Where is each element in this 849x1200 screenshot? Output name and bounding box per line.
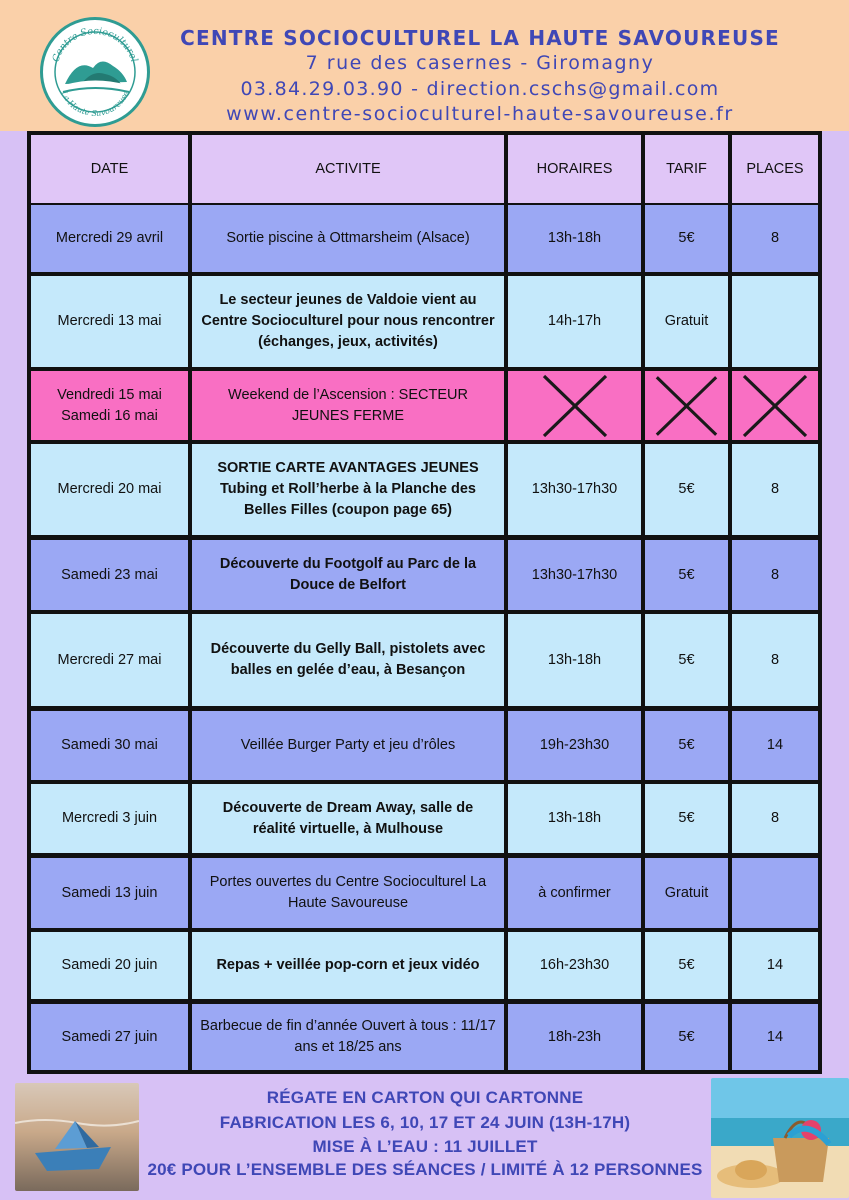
footer-launch-date: MISE À L’EAU : 11 JUILLET xyxy=(312,1137,538,1156)
table-cell-places: 14 xyxy=(732,932,818,999)
table-cell-places: 14 xyxy=(732,711,818,780)
column-header-date: DATE xyxy=(31,135,188,203)
table-cell-price: Gratuit xyxy=(645,858,728,928)
closed-cross-icon xyxy=(740,373,810,439)
organization-name: CENTRE SOCIOCULTUREL LA HAUTE SAVOUREUSE xyxy=(180,26,780,50)
organization-address: 7 rue des casernes - Giromagny xyxy=(305,52,655,74)
logo-bottom-text: La Haute Savoureuse xyxy=(59,89,131,119)
table-cell-places: 8 xyxy=(732,540,818,610)
organization-website-link[interactable]: www.centre-socioculturel-haute-savoureuse.fr xyxy=(226,103,734,125)
table-cell-price: 5€ xyxy=(645,205,728,272)
closed-cross-icon xyxy=(540,373,610,439)
table-cell-hours: 13h-18h xyxy=(508,614,641,706)
table-cell-activity: SORTIE CARTE AVANTAGES JEUNES Tubing et Roll’herbe à la Planche des Belles Filles (coupon page 65) xyxy=(192,444,504,535)
table-cell-hours xyxy=(508,371,641,440)
table-cell-date: Samedi 27 juin xyxy=(31,1004,188,1070)
footer-event-dates: FABRICATION LES 6, 10, 17 ET 24 JUIN (13H-17H) xyxy=(219,1113,631,1132)
column-header-hours: HORAIRES xyxy=(508,135,641,203)
table-cell-hours: à confirmer xyxy=(508,858,641,928)
table-cell-price: Gratuit xyxy=(645,276,728,367)
table-cell-hours: 13h-18h xyxy=(508,784,641,853)
table-cell-hours: 18h-23h xyxy=(508,1004,641,1070)
table-cell-hours: 14h-17h xyxy=(508,276,641,367)
table-cell-activity: Découverte de Dream Away, salle de réalité virtuelle, à Mulhouse xyxy=(192,784,504,853)
organization-logo xyxy=(40,17,150,127)
table-cell-price: 5€ xyxy=(645,932,728,999)
logo-top-text: Centre Socioculturel xyxy=(50,25,140,64)
table-cell-date: Samedi 13 juin xyxy=(31,858,188,928)
table-cell-activity: Découverte du Gelly Ball, pistolets avec balles en gelée d’eau, à Besançon xyxy=(192,614,504,706)
table-cell-date: Mercredi 13 mai xyxy=(31,276,188,367)
paper-boat-image xyxy=(15,1083,139,1191)
page-header xyxy=(0,0,849,131)
column-header-activity: ACTIVITE xyxy=(192,135,504,203)
footer-price-info: 20€ POUR L’ENSEMBLE DES SÉANCES / LIMITÉ À 12 PERSONNES xyxy=(147,1160,703,1179)
table-cell-hours: 13h30-17h30 xyxy=(508,540,641,610)
table-cell-places: 14 xyxy=(732,1004,818,1070)
table-cell-places: 8 xyxy=(732,444,818,535)
table-cell-hours: 19h-23h30 xyxy=(508,711,641,780)
column-header-places: PLACES xyxy=(732,135,818,203)
table-cell-date: Mercredi 20 mai xyxy=(31,444,188,535)
table-cell-activity: Portes ouvertes du Centre Socioculturel La Haute Savoureuse xyxy=(192,858,504,928)
logo-mountain-icon xyxy=(43,20,147,124)
table-cell-date: Vendredi 15 mai Samedi 16 mai xyxy=(31,371,188,440)
organization-contact[interactable]: 03.84.29.03.90 - direction.cschs@gmail.com xyxy=(240,78,720,100)
table-cell-date: Mercredi 29 avril xyxy=(31,205,188,272)
table-cell-activity: Barbecue de fin d’année Ouvert à tous : 11/17 ans et 18/25 ans xyxy=(192,1004,504,1070)
table-cell-hours: 13h30-17h30 xyxy=(508,444,641,535)
table-cell-activity: Sortie piscine à Ottmarsheim (Alsace) xyxy=(192,205,504,272)
schedule-table xyxy=(27,131,822,1074)
table-cell-activity: Le secteur jeunes de Valdoie vient au Centre Socioculturel pour nous rencontrer (échanges, jeux, activités) xyxy=(192,276,504,367)
beach-bag-image xyxy=(711,1078,849,1198)
table-cell-activity: Repas + veillée pop-corn et jeux vidéo xyxy=(192,932,504,999)
table-cell-price: 5€ xyxy=(645,711,728,780)
table-cell-places: 8 xyxy=(732,614,818,706)
table-cell-places: 8 xyxy=(732,784,818,853)
table-cell-price: 5€ xyxy=(645,1004,728,1070)
table-cell-hours: 16h-23h30 xyxy=(508,932,641,999)
table-cell-date: Samedi 30 mai xyxy=(31,711,188,780)
table-cell-places xyxy=(732,858,818,928)
table-cell-hours: 13h-18h xyxy=(508,205,641,272)
table-cell-activity: Veillée Burger Party et jeu d’rôles xyxy=(192,711,504,780)
table-cell-price: 5€ xyxy=(645,444,728,535)
table-cell-activity: Weekend de l’Ascension : SECTEUR JEUNES FERME xyxy=(192,371,504,440)
table-cell-price: 5€ xyxy=(645,540,728,610)
table-cell-price xyxy=(645,371,728,440)
table-cell-date: Mercredi 27 mai xyxy=(31,614,188,706)
table-cell-date: Mercredi 3 juin xyxy=(31,784,188,853)
closed-cross-icon xyxy=(653,373,720,439)
table-cell-places: 8 xyxy=(732,205,818,272)
table-cell-places xyxy=(732,276,818,367)
table-cell-date: Samedi 23 mai xyxy=(31,540,188,610)
column-header-price: TARIF xyxy=(645,135,728,203)
footer-event-title: RÉGATE EN CARTON QUI CARTONNE xyxy=(266,1088,584,1107)
table-cell-date: Samedi 20 juin xyxy=(31,932,188,999)
table-cell-price: 5€ xyxy=(645,614,728,706)
table-cell-price: 5€ xyxy=(645,784,728,853)
table-cell-activity: Découverte du Footgolf au Parc de la Douce de Belfort xyxy=(192,540,504,610)
table-cell-places xyxy=(732,371,818,440)
